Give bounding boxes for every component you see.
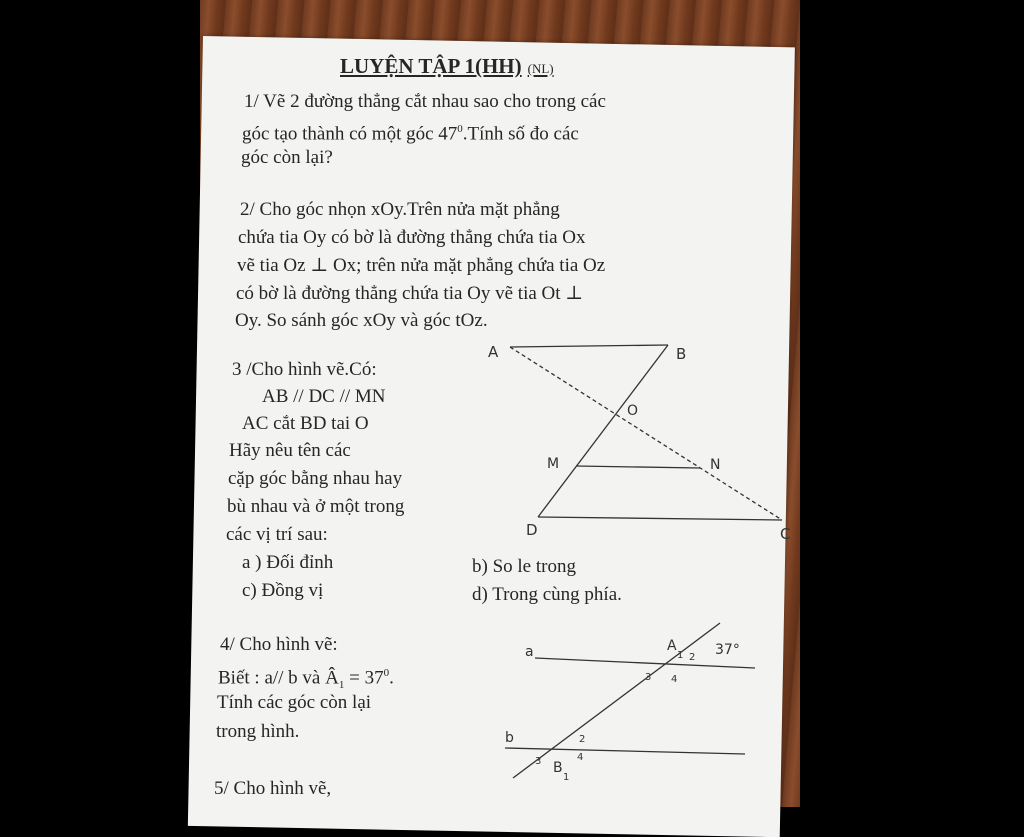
q2-line2: chứa tia Oy có bờ là đường thẳng chứa tia Ox <box>238 227 586 248</box>
q3-option-c: c) Đồng vị <box>242 580 324 601</box>
worksheet <box>200 40 800 807</box>
title-note: (NL) <box>527 61 554 76</box>
q4-line1: 4/ Cho hình vẽ: <box>220 634 338 655</box>
label-point-a: A <box>667 638 677 654</box>
q2-line5: Oy. So sánh góc xOy và góc tOz. <box>235 310 488 331</box>
segment-ac <box>510 347 782 520</box>
q4-line3: Tính các góc còn lại <box>217 692 372 713</box>
q3-option-d: d) Trong cùng phía. <box>472 584 622 605</box>
label-37-degrees: 37° <box>715 642 740 658</box>
q3-line5: cặp góc bằng nhau hay <box>228 468 403 489</box>
worksheet-title: LUYỆN TẬP 1(HH) (NL) <box>340 54 554 78</box>
label-b2-angle: 2 <box>579 734 586 745</box>
label-a: A <box>488 343 499 361</box>
q3-line4: Hãy nêu tên các <box>229 440 351 461</box>
label-c: C <box>780 525 791 543</box>
segment-mn <box>576 466 700 468</box>
label-d: D <box>526 521 538 539</box>
q4-figure <box>495 618 775 788</box>
q2-line4: có bờ là đường thẳng chứa tia Oy vẽ tia Ot ⊥ <box>236 283 584 304</box>
label-b1-index: 1 <box>563 772 570 783</box>
q3-line2: AB // DC // MN <box>262 386 386 407</box>
q4-line2: Biết : a// b và $Â_1 = 37^0$. <box>218 667 394 692</box>
segment-bd <box>538 345 668 517</box>
label-point-b: B <box>553 760 563 776</box>
q3-option-b: b) So le trong <box>472 556 576 577</box>
q3-line7: các vị trí sau: <box>226 524 328 545</box>
label-a3-angle: 3 <box>645 672 652 683</box>
label-b4-angle: 4 <box>577 752 584 763</box>
segment-ab <box>510 345 668 347</box>
label-n: N <box>710 457 721 473</box>
q3-line3: AC cắt BD tai O <box>242 413 369 434</box>
label-b: B <box>676 345 687 363</box>
q4-line4: trong hình. <box>216 721 300 742</box>
label-o: O <box>627 403 639 419</box>
q1-line1: 1/ Vẽ 2 đường thẳng cắt nhau sao cho trong các <box>244 91 606 112</box>
segment-dc <box>538 517 782 520</box>
label-a4-angle: 4 <box>671 674 678 685</box>
label-a1-index: 1 <box>677 650 684 661</box>
line-a <box>535 658 755 668</box>
transversal <box>513 623 720 778</box>
q3-line1: 3 /Cho hình vẽ.Có: <box>232 359 377 380</box>
q3-option-a: a ) Đối đỉnh <box>242 552 334 573</box>
q2-line1: 2/ Cho góc nhọn xOy.Trên nửa mặt phẳng <box>240 199 560 220</box>
q2-line3: vẽ tia Oz ⊥ Ox; trên nửa mặt phẳng chứa tia Oz <box>237 255 606 276</box>
label-m: M <box>547 456 560 472</box>
label-a2-angle: 2 <box>689 652 696 663</box>
q1-line3: góc còn lại? <box>241 147 333 168</box>
label-line-b: b <box>505 730 514 746</box>
q1-line2: góc tạo thành có một góc $47^0.Tính$ số đo các <box>242 123 579 145</box>
line-b <box>505 748 745 754</box>
q3-line6: bù nhau và ở một trong <box>227 496 405 517</box>
q5-line1: 5/ Cho hình vẽ, <box>214 778 332 799</box>
label-line-a: a <box>525 644 534 660</box>
label-b3-angle: 3 <box>535 756 542 767</box>
q3-figure <box>480 335 800 550</box>
